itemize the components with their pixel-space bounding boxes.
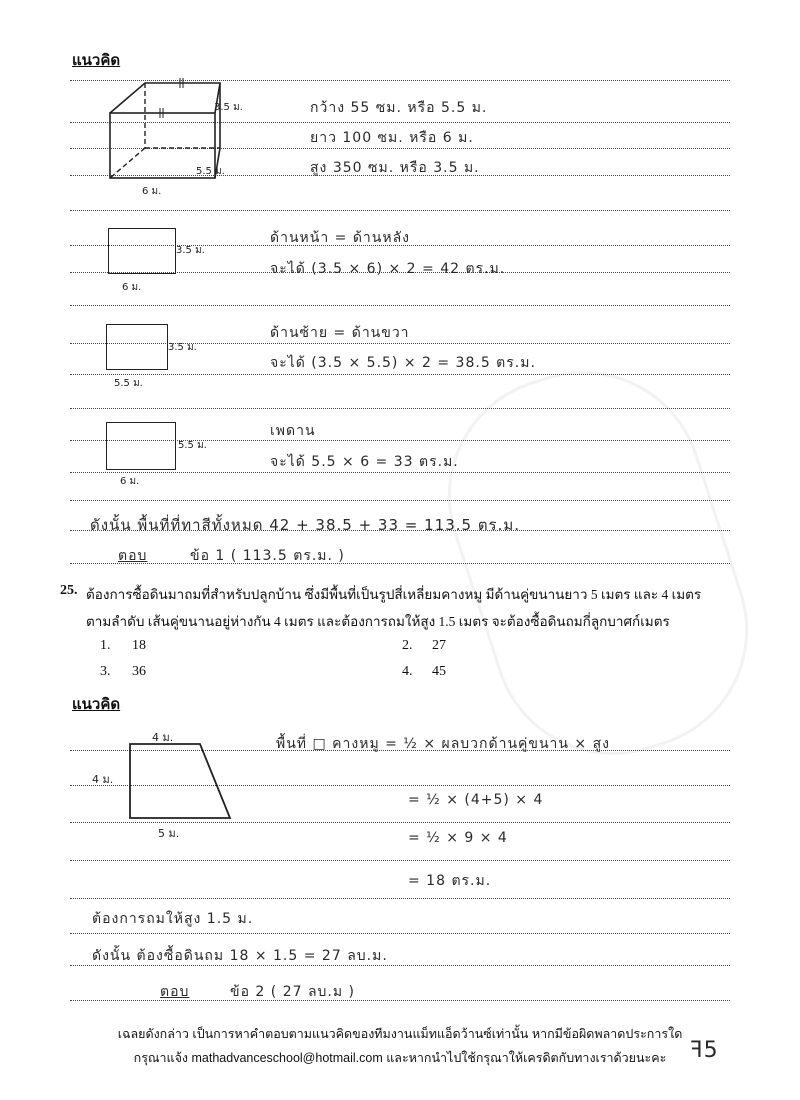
- dotted-line: [70, 860, 730, 861]
- box-width-label: 5.5 ม.: [196, 166, 225, 177]
- dotted-line: [70, 374, 730, 375]
- front-side-label: 3.5 ม.: [176, 245, 205, 256]
- choice-4-num: 4.: [402, 664, 413, 679]
- trapezoid-formula: พื้นที่ □ คางหมู = ½ × ผลบวกด้านคู่ขนาน × สูง: [276, 736, 610, 752]
- choice-4-value: 45: [432, 664, 446, 679]
- ceiling-rect: [106, 422, 176, 470]
- step-2: = ½ × 9 × 4: [408, 830, 508, 846]
- question-line2: ตามลำดับ เส้นคู่ขนานอยู่ห่างกัน 4 เมตร และต้องการถมให้สูง 1.5 เมตร จะต้องซื้อดินถมกี่ลูกบาศก์เมตร: [86, 614, 670, 629]
- choice-1-num: 1.: [100, 638, 111, 653]
- dotted-line: [70, 408, 730, 409]
- box-height-label: 3.5 ม.: [214, 102, 243, 113]
- dotted-line: [70, 500, 730, 501]
- question-line1: ต้องการซื้อดินมาถมที่สำหรับปลูกบ้าน ซึ่งมีพื้นที่เป็นรูปสี่เหลี่ยมคางหมู มีด้านคู่ขนานยาว 5 เมตร และ 4 เมตร: [86, 587, 702, 602]
- answer2-text: ข้อ 2 ( 27 ลบ.ม ): [230, 984, 356, 1000]
- dotted-line: [70, 822, 730, 823]
- choice-2-value: 27: [432, 638, 446, 653]
- ceiling-side-label: 5.5 ม.: [178, 440, 207, 451]
- signature: ꟻ5: [690, 1038, 719, 1063]
- dimension-length: ยาว 100 ซม. หรือ 6 ม.: [310, 130, 474, 146]
- dotted-line: [70, 563, 730, 564]
- dimension-width: กว้าง 55 ซม. หรือ 5.5 ม.: [310, 100, 488, 116]
- answer2-label: ตอบ: [160, 984, 190, 1000]
- question-number: 25.: [60, 583, 78, 598]
- dotted-line: [70, 898, 730, 899]
- dotted-line: [70, 305, 730, 306]
- trapezoid-top-label: 4 ม.: [152, 731, 174, 744]
- left-side-label: 3.5 ม.: [168, 342, 197, 353]
- dotted-line: [70, 933, 730, 934]
- dotted-line: [70, 210, 730, 211]
- step-1: = ½ × (4+5) × 4: [408, 792, 544, 808]
- soil-volume: ดังนั้น ต้องซื้อดินถม 18 × 1.5 = 27 ลบ.ม.: [92, 948, 388, 964]
- trapezoid-diagram: [130, 742, 240, 822]
- box-length-label: 6 ม.: [142, 186, 162, 197]
- fill-height: ต้องการถมให้สูง 1.5 ม.: [92, 911, 254, 927]
- answer-label: ตอบ: [118, 548, 148, 564]
- section-heading: แนวคิด: [72, 53, 121, 69]
- answer-text: ข้อ 1 ( 113.5 ตร.ม. ): [190, 548, 345, 564]
- total-area: ดังนั้น พื้นที่ที่ทาสีทั้งหมด 42 + 38.5 + 33 = 113.5 ตร.ม.: [90, 516, 521, 534]
- left-line1: ด้านซ้าย = ด้านขวา: [270, 325, 410, 341]
- left-face-rect: [106, 324, 168, 370]
- trapezoid-bottom-label: 5 ม.: [158, 827, 180, 840]
- left-bottom-label: 5.5 ม.: [114, 378, 143, 389]
- footer-line1: เฉลยดังกล่าว เป็นการหาคำตอบตามแนวคิดของทีมงานแม็ทแอ็ดว้านซ์เท่านั้น หากมีข้อผิดพลาดประการใด: [117, 1027, 683, 1041]
- step-3: = 18 ตร.ม.: [408, 873, 492, 889]
- choice-3-value: 36: [132, 664, 146, 679]
- choice-3-num: 3.: [100, 664, 111, 679]
- footer-line2: กรุณาแจ้ง mathadvanceschool@hotmail.com และหากนำไปใช้กรุณาให้เครดิตกับทางเราด้วยนะคะ: [133, 1051, 667, 1065]
- front-line2: จะได้ (3.5 × 6) × 2 = 42 ตร.ม.: [270, 261, 506, 277]
- choice-1-value: 18: [132, 638, 146, 653]
- section-heading-2: แนวคิด: [72, 697, 121, 713]
- ceiling-line2: จะได้ 5.5 × 6 = 33 ตร.ม.: [270, 454, 459, 470]
- left-line2: จะได้ (3.5 × 5.5) × 2 = 38.5 ตร.ม.: [270, 355, 536, 371]
- ceiling-bottom-label: 6 ม.: [120, 476, 140, 487]
- front-bottom-label: 6 ม.: [122, 282, 142, 293]
- front-face-rect: [108, 228, 176, 274]
- trapezoid-left-label: 4 ม.: [92, 773, 114, 786]
- ceiling-line1: เพดาน: [270, 423, 316, 439]
- choice-2-num: 2.: [402, 638, 413, 653]
- dimension-height: สูง 350 ซม. หรือ 3.5 ม.: [310, 160, 480, 176]
- front-line1: ด้านหน้า = ด้านหลัง: [270, 230, 410, 246]
